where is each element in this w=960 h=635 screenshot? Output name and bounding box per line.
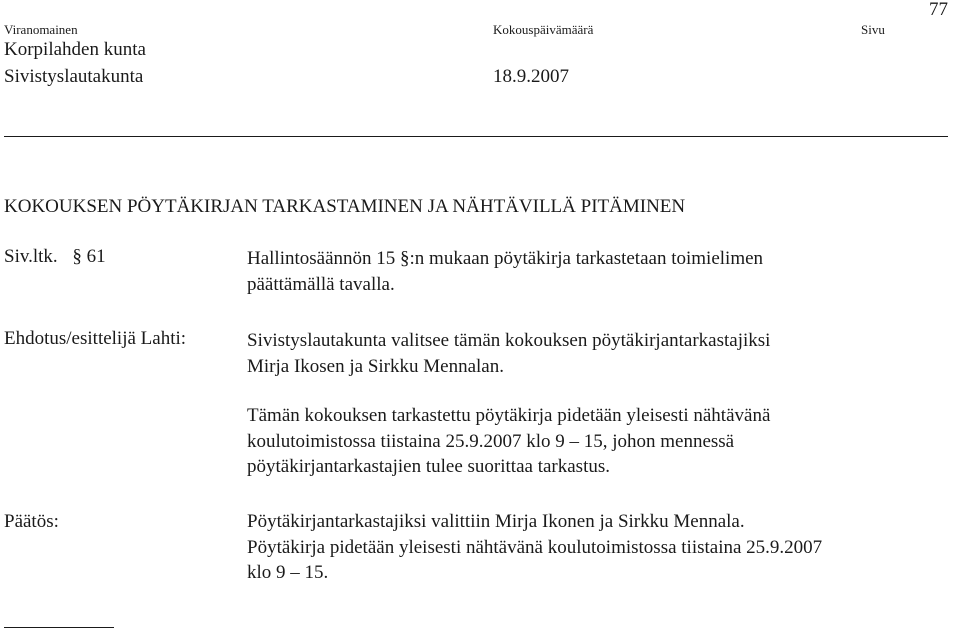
decision-label: Päätös: bbox=[4, 511, 59, 532]
proposal-text bbox=[247, 328, 770, 379]
meeting-date: 18.9.2007 bbox=[493, 66, 569, 87]
municipality-name: Korpilahden kunta bbox=[4, 39, 146, 60]
decision-line: klo 9 – 15. bbox=[247, 562, 329, 583]
reference-section: § 61 bbox=[72, 246, 106, 267]
header-viranomainen-label: Viranomainen bbox=[4, 22, 78, 37]
proposal-note-line: Tämän kokouksen tarkastettu pöytäkirja pidetään yleisesti nähtävänä bbox=[247, 405, 771, 426]
proposal-note-line: pöytäkirjantarkastajien tulee suorittaa tarkastus. bbox=[247, 456, 610, 477]
header-kokouspaiva-label: Kokouspäivämäärä bbox=[493, 22, 594, 37]
proposal-line: Mirja Ikosen ja Sirkku Mennalan. bbox=[247, 355, 504, 377]
decision-text bbox=[247, 509, 822, 586]
section-title: KOKOUKSEN PÖYTÄKIRJAN TARKASTAMINEN JA NÄHTÄVILLÄ PITÄMINEN bbox=[4, 196, 686, 217]
intro-text bbox=[247, 246, 763, 297]
page-number: 77 bbox=[929, 0, 948, 20]
header-sivu-label: Sivu bbox=[861, 22, 885, 37]
intro-line: päättämällä tavalla. bbox=[247, 273, 395, 295]
intro-line: Hallintosäännön 15 §:n mukaan pöytäkirja tarkastetaan toimielimen bbox=[247, 248, 764, 269]
board-name: Sivistyslautakunta bbox=[4, 66, 144, 87]
proposal-note bbox=[247, 403, 770, 480]
header-divider bbox=[4, 136, 948, 137]
proposal-line: Sivistyslautakunta valitsee tämän kokouksen pöytäkirjantarkastajiksi bbox=[247, 330, 771, 351]
decision-line: Pöytäkirja pidetään yleisesti nähtävänä koulutoimistossa tiistaina 25.9.2007 bbox=[247, 536, 823, 558]
section-reference bbox=[4, 246, 106, 268]
reference-prefix: Siv.ltk. bbox=[4, 246, 58, 267]
proposal-note-line: koulutoimistossa tiistaina 25.9.2007 klo 9 – 15, johon mennessä bbox=[247, 430, 735, 452]
footnote-divider bbox=[4, 627, 114, 628]
proposal-label: Ehdotus/esittelijä Lahti: bbox=[4, 328, 187, 349]
decision-line: Pöytäkirjantarkastajiksi valittiin Mirja Ikonen ja Sirkku Mennala. bbox=[247, 511, 745, 532]
